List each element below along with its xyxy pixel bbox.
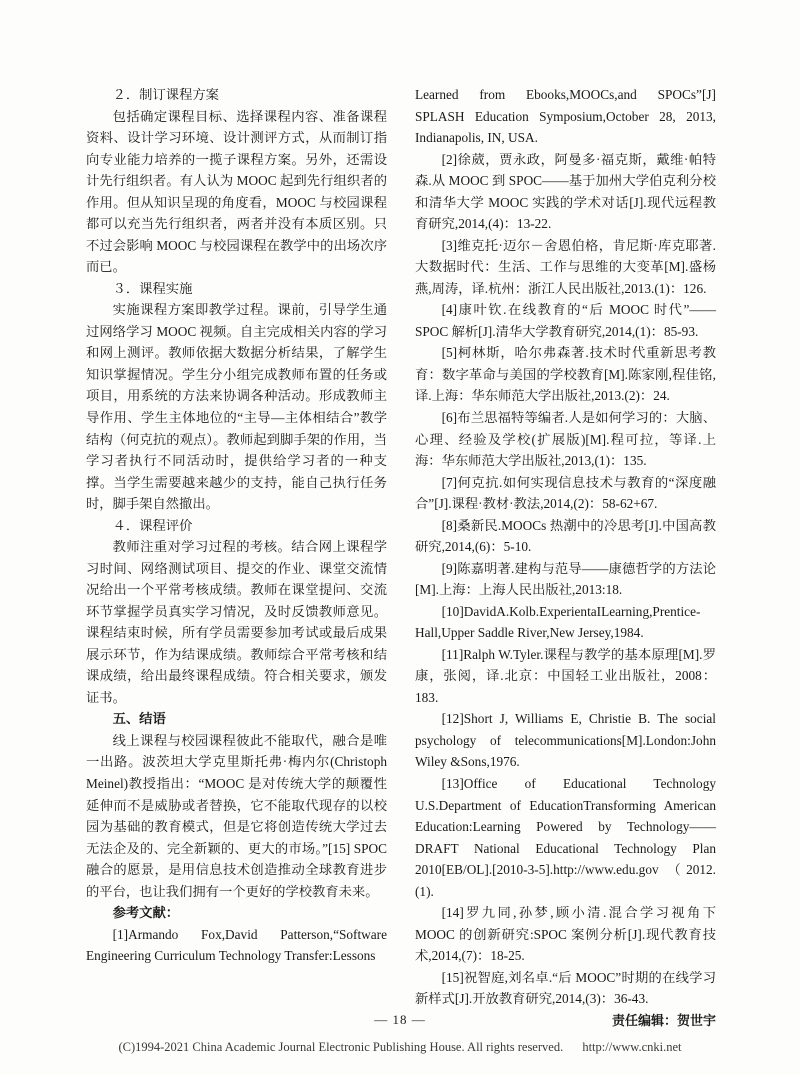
reference-12: [12]Short J, Williams E, Christie B. The social psychology of telecommunications[M].London:John Wiley &Sons,1976. xyxy=(415,711,716,770)
reference-15: [15]祝智庭,刘名卓.“后 MOOC”时期的在线学习新样式[J].开放教育研究,2014,(3)：36-43. xyxy=(415,969,716,1007)
footer-bar xyxy=(0,1040,800,1055)
right-column xyxy=(415,84,716,1028)
reference-7: [7]何克抗.如何实现信息技术与教育的“深度融合”[J].课程·教材·教法,2014,(2)：58-62+67. xyxy=(415,474,716,512)
reference-5: [5]柯林斯，哈尔弗森著.技术时代重新思考教育：数字革命与美国的学校教育[M].陈家刚,程佳铭,译.上海：华东师范大学出版社,2013.(2)：24. xyxy=(415,345,716,404)
reference-9: [9]陈嘉明著.建构与范导——康德哲学的方法论[M].上海：上海人民出版社,2013:18. xyxy=(415,560,716,598)
footer-url[interactable]: http://www.cnki.net xyxy=(582,1040,682,1054)
two-column-body xyxy=(86,84,716,1028)
reference-14: [14]罗九同,孙梦,顾小清.混合学习视角下 MOOC 的创新研究:SPOC 案例分析[J].现代教育技术,2014,(7)：18-25. xyxy=(415,905,716,964)
reference-8: [8]桑新民.MOOCs 热潮中的冷思考[J].中国高教研究,2014,(6)：5-10. xyxy=(415,517,716,555)
reference-1: [1]Armando Fox,David Patterson,“Software Engineering Curriculum Technology Transfer:Lessons xyxy=(86,926,387,964)
reference-10: [10]DavidA.Kolb.ExperientaILearning,Prentice-Hall,Upper Saddle River,New Jersey,1984. xyxy=(415,603,701,641)
reference-13: [13]Office of Educational Technology U.S.Department of EducationTransforming American Education:Learning Powered by Technology——DRAFT National Educational Technology Plan 2010[EB/OL].[2010-3-5].http://www.edu.gov （2012.(1). xyxy=(415,776,716,899)
section-3-heading: ３．课程实施 xyxy=(112,280,193,296)
reference-2: [2]徐葳，贾永政，阿曼多·福克斯，戴维·帕特森.从 MOOC 到 SPOC——基于加州大学伯克利分校和清华大学 MOOC 实践的学术对话[J].现代远程教育研究,2014,(4)：13-22. xyxy=(415,151,716,232)
reference-6: [6]布兰思福特等编者.人是如何学习的：大脑、心理、经验及学校(扩展版)[M].程可拉，等译.上海：华东师范大学出版社,2013,(1)：135. xyxy=(415,409,716,469)
section-4-body: 教师注重对学习过程的考核。结合网上课程学习时间、网络测试项目、提交的作业、课堂交流情况给出一个平常考核成绩。教师在课堂提问、交流环节掌握学员真实学习情况，及时反馈教师意见。课程结束时候，所有学员需要参加考试或最后成果展示环节，作为结课成绩。教师综合平常考核和结课成绩，给出最终课程成绩。符合相关要求，颁发证书。 xyxy=(86,539,387,705)
section-4-heading: ４．课程评价 xyxy=(112,517,193,533)
section-5-heading: 五、结语 xyxy=(112,711,166,727)
reference-3: [3]维克托·迈尔－舍恩伯格，肯尼斯·库克耶著.大数据时代：生活、工作与思维的大变革[M].盛杨燕,周涛，译.杭州：浙江人民出版社,2013.(1)：126. xyxy=(415,237,716,296)
reference-11: [11]Ralph W.Tyler.课程与教学的基本原理[M].罗康，张阅，译.北京：中国轻工业出版社，2008：183. xyxy=(415,646,716,705)
reference-4: [4]康叶钦.在线教育的“后 MOOC 时代”——SPOC 解析[J].清华大学教育研究,2014,(1)：85-93. xyxy=(415,302,716,339)
left-column xyxy=(86,84,387,984)
editor-credit: 责任编辑：贺世宇 xyxy=(611,1012,716,1028)
footer-copyright: (C)1994-2021 China Academic Journal Electronic Publishing House. All rights reserved. xyxy=(118,1040,564,1054)
section-3-body: 实施课程方案即教学过程。课前，引导学生通过网络学习 MOOC 视频。自主完成相关内容的学习和网上测评。教师依据大数据分析结果，了解学生知识掌握情况。学生分小组完成教师布置的任务或项目，用系统的方法来协调各种活动。形成教师主导作用、学生主体地位的“主导—主体相结合”教学结构（何克抗的观点）。教师起到脚手架的作用，当学习者执行不同活动时，提供给学习者的一种支撑。当学生需要越来越少的支持，能自己执行任务时，脚手架自然撤出。 xyxy=(86,302,387,512)
page-number: — 18 — xyxy=(374,1012,426,1027)
reference-1-continued: Learned from Ebooks,MOOCs,and SPOCs”[J] SPLASH Education Symposium,October 28, 2013, Indianapolis, IN, USA. xyxy=(415,87,716,146)
section-2-body: 包括确定课程目标、选择课程内容、准备课程资料、设计学习环境、设计测评方式，从而制订指向专业能力培养的一揽子课程方案。另外，还需设计先行组织者。有人认为 MOOC 起到先行组织者的作用。但从知识呈现的角度看，MOOC 与校园课程都可以充当先行组织者，两者并没有本质区别。只不过会影响 MOOC 与校园课程在教学中的出场次序而已。 xyxy=(86,108,387,275)
references-heading: 参考文献： xyxy=(112,905,180,921)
section-2-heading: ２．制订课程方案 xyxy=(112,87,219,102)
section-5-body: 线上课程与校园课程彼此不能取代，融合是唯一出路。波茨坦大学克里斯托弗·梅内尔(Christoph Meinel)教授指出：“MOOC 是对传统大学的颠覆性延伸而不是威胁或者替换，它不能取代现存的以校园为基础的教育模式，但是它将创造传统大学过去无法企及的、完全新颖的、更大的市场。”[15] SPOC 融合的愿景，是用信息技术创造推动全球教育进步的平台，也让我们拥有一个更好的学校教育未来。 xyxy=(86,732,387,899)
